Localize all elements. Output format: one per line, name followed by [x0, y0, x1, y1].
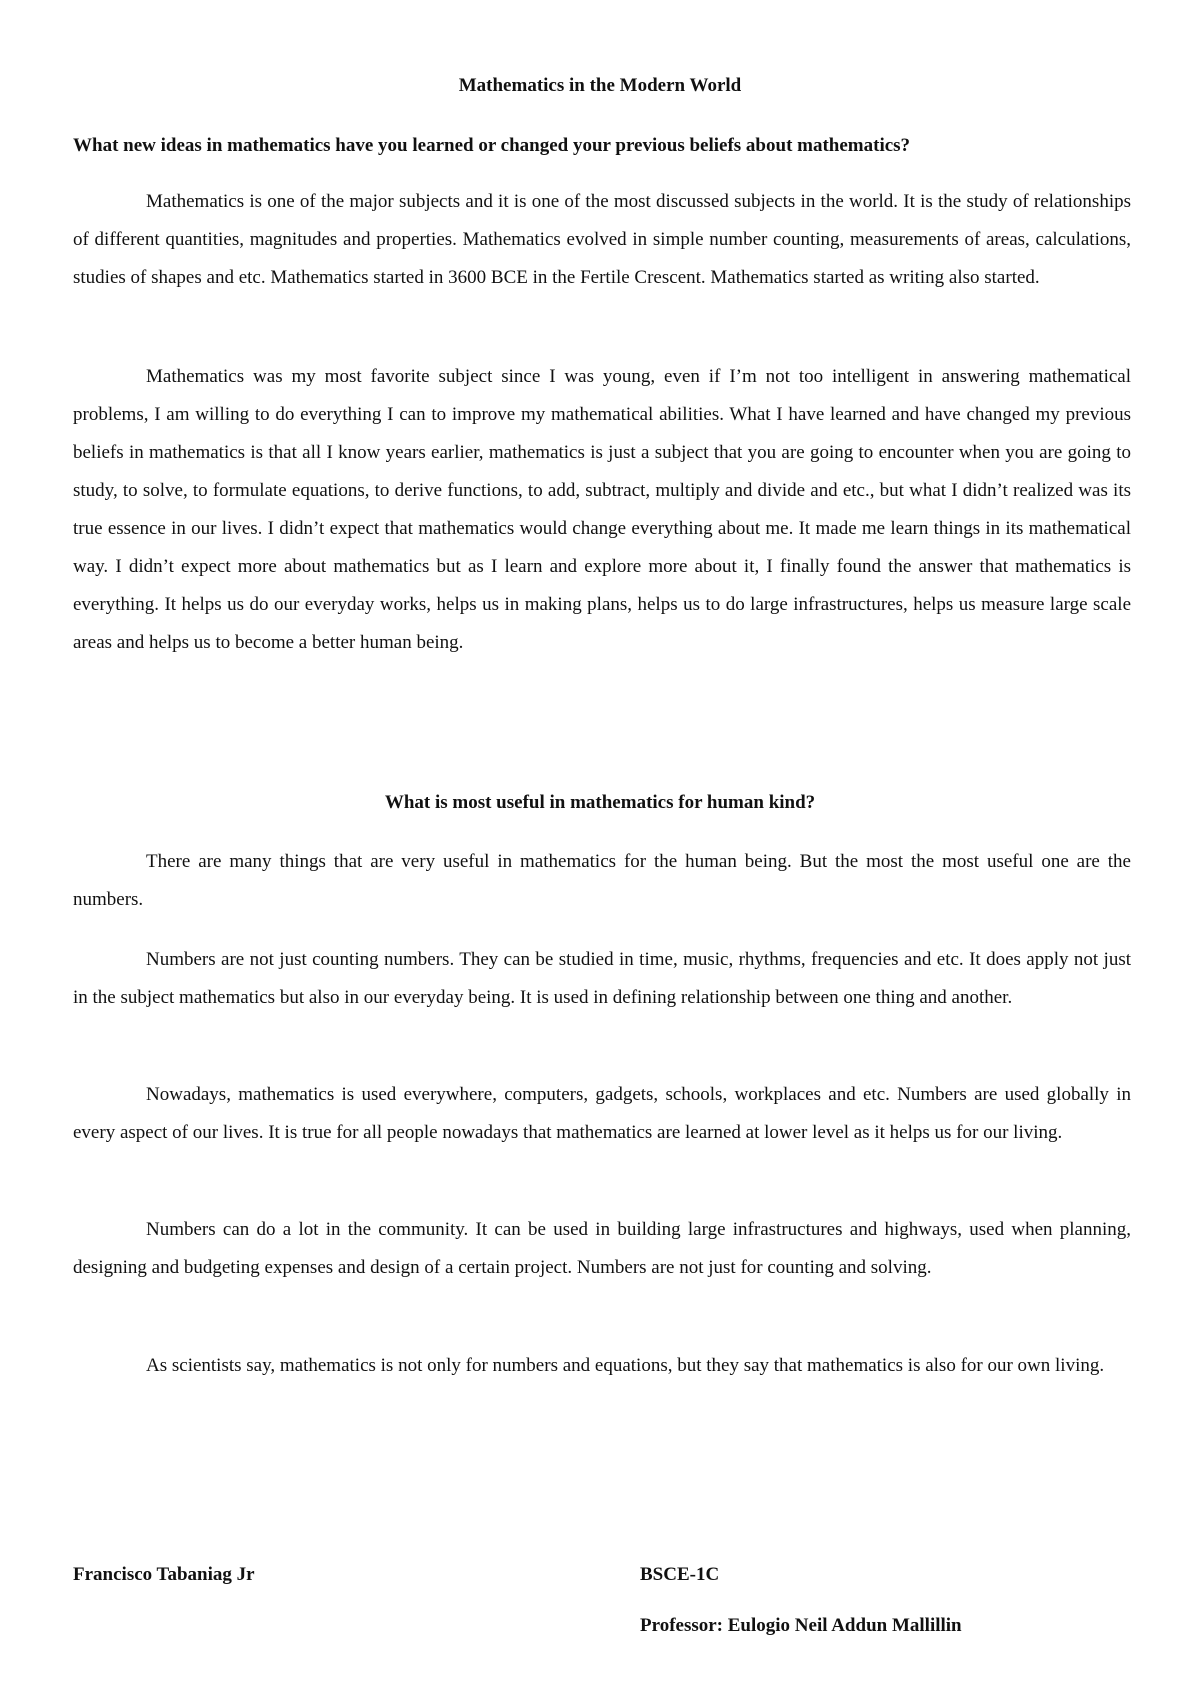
paragraph-4: Numbers are not just counting numbers. They can be studied in time, music, rhythms, frequencies and etc. It does apply not just in the subject mathematics but also in our everyday being. It is used in defining relationship between one thing and another. [73, 949, 1131, 1008]
paragraph-7: As scientists say, mathematics is not only for numbers and equations, but they say that mathematics is also for our own living. [146, 1355, 1105, 1376]
course-section: BSCE-1C [640, 1564, 720, 1585]
paragraph-6: Numbers can do a lot in the community. It can be used in building large infrastructures and highways, used when planning, designing and budgeting expenses and design of a certain project. Numbers are not just for counting and solving. [73, 1219, 1131, 1278]
student-name: Francisco Tabaniag Jr [73, 1564, 255, 1585]
question-heading-2: What is most useful in mathematics for human kind? [384, 792, 816, 813]
document-title: Mathematics in the Modern World [458, 75, 742, 96]
paragraph-2: Mathematics was my most favorite subject since I was young, even if I’m not too intelligent in answering mathematical problems, I am willing to do everything I can to improve my mathematical abilities. What I have learned and have changed my previous beliefs in mathematics is that all I know years earlier, mathematics is just a subject that you are going to encounter when you are going to study, to solve, to formulate equations, to derive functions, to add, subtract, multiply and divide and etc., but what I didn’t realized was its true essence in our lives. I didn’t expect that mathematics would change everything about me. It made me learn things in its mathematical way. I didn’t expect more about mathematics but as I learn and explore more about it, I finally found the answer that mathematics is everything. It helps us do our everyday works, helps us in making plans, helps us to do large infrastructures, helps us measure large scale areas and helps us to become a better human being. [73, 366, 1131, 653]
professor-name: Professor: Eulogio Neil Addun Mallillin [640, 1615, 962, 1636]
paragraph-5: Nowadays, mathematics is used everywhere, computers, gadgets, schools, workplaces and etc. Numbers are used globally in every aspect of our lives. It is true for all people nowadays that mathematics are learned at lower level as it helps us for our living. [73, 1084, 1131, 1143]
question-heading-1: What new ideas in mathematics have you learned or changed your previous beliefs about mathematics? [73, 135, 911, 156]
paragraph-3: There are many things that are very useful in mathematics for the human being. But the most the most useful one are the numbers. [73, 851, 1131, 910]
paragraph-1: Mathematics is one of the major subjects and it is one of the most discussed subjects in the world. It is the study of relationships of different quantities, magnitudes and properties. Mathematics evolved in simple number counting, measurements of areas, calculations, studies of shapes and etc. Mathematics started in 3600 BCE in the Fertile Crescent. Mathematics started as writing also started. [73, 191, 1131, 288]
